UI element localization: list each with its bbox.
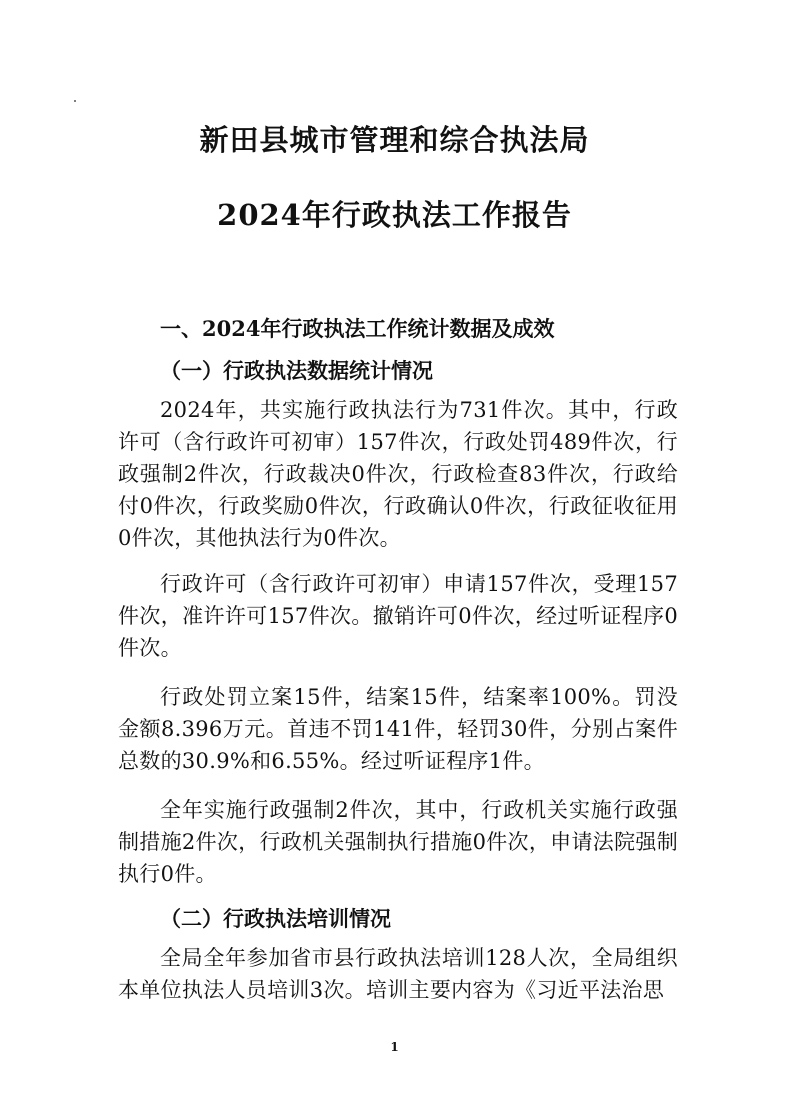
paragraph-training: 全局全年参加省市县行政执法培训128人次，全局组织本单位执法人员培训3次。培训主要内容为《习近平法治思 bbox=[118, 946, 678, 1002]
title-line-2: 2024年行政执法工作报告 bbox=[217, 198, 572, 232]
subsection-heading-1: （一）行政执法数据统计情况 bbox=[160, 358, 433, 383]
page-number: 1 bbox=[390, 1040, 399, 1054]
paragraph-licensing: 行政许可（含行政许可初审）申请157件次，受理157件次，准许许可157件次。撤销许可0件次，经过听证程序0件次。 bbox=[118, 572, 678, 660]
subsection-heading-2: （二）行政执法培训情况 bbox=[160, 906, 391, 931]
paragraph-penalties: 行政处罚立案15件，结案15件，结案率100%。罚没金额8.396万元。首违不罚141件，轻罚30件，分别占案件总数的30.9%和6.55%。经过听证程序1件。 bbox=[118, 685, 678, 773]
title-line-1: 新田县城市管理和综合执法局 bbox=[199, 123, 590, 157]
scan-speck bbox=[74, 100, 76, 102]
paragraph-enforcement-stats: 2024年，共实施行政执法行为731件次。其中，行政许可（含行政许可初审）157件次，行政处罚489件次，行政强制2件次，行政裁决0件次，行政检查83件次，行政给付0件次，行政奖励0件次，行政确认0件次，行政征收征用0件次，其他执法行为0件次。 bbox=[118, 398, 678, 550]
section-heading-1: 一、2024年行政执法工作统计数据及成效 bbox=[160, 316, 555, 341]
paragraph-enforcement-measures: 全年实施行政强制2件次，其中，行政机关实施行政强制措施2件次，行政机关强制执行措施0件次，申请法院强制执行0件。 bbox=[118, 798, 678, 886]
